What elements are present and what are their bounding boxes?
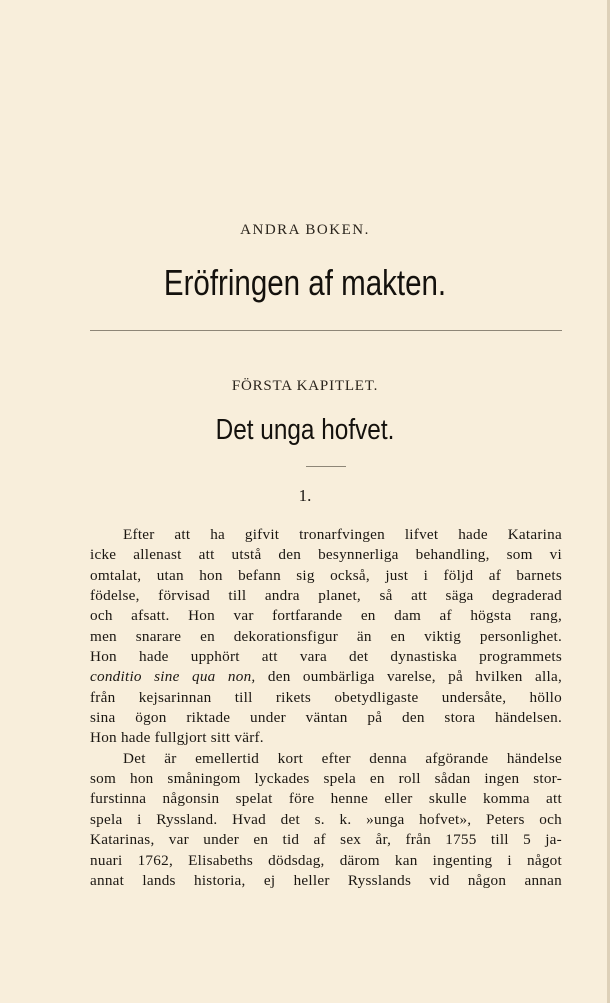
text-line: Efter att ha gifvit tronarfvingen lifvet hade Katarina [123, 526, 562, 543]
text-line: Hon hade fullgjort sitt värf. [90, 729, 264, 747]
latin-phrase: conditio sine qua non, [90, 668, 256, 686]
title-divider [90, 330, 562, 331]
text-line-rest: den oumbärliga varelse, på hvilken alla, [255, 668, 562, 686]
text-line: Det är emellertid kort efter denna afgörande händelse [123, 749, 562, 767]
text-line: sina ögon riktade under väntan på den stora händelsen. [90, 709, 562, 727]
section-number: 1. [298, 486, 312, 505]
body-text [90, 525, 562, 891]
book-heading: ANDRA BOKEN. [240, 222, 370, 238]
text-line: från kejsarinnan till rikets obetydligaste undersåte, höllo [90, 688, 562, 706]
text-line: men snarare en dekorationsfigur än en viktig personlighet. [90, 627, 562, 645]
part-title: Eröfringen af makten. [163, 262, 447, 303]
text-line: Hon hade upphört att vara det dynastiska programmets [90, 648, 562, 666]
text-line: födelse, förvisad till andra planet, så att säga degraderad [90, 587, 562, 605]
text-line: nuari 1762, Elisabeths dödsdag, därom kan ingenting i något [90, 851, 562, 869]
chapter-divider [306, 466, 346, 467]
text-line: icke allenast att utstå den besynnerliga behandling, som vi [90, 546, 562, 564]
text-line: omtalat, utan hon befann sig också, just i följd af barnets [90, 566, 562, 584]
text-line: spela i Ryssland. Hvad det s. k. »unga hofvet», Peters och [90, 810, 562, 828]
text-line: som hon småningom lyckades spela en roll sådan ingen stor- [90, 770, 562, 788]
text-line-latin [90, 667, 562, 687]
text-line: annat lands historia, ej heller Rysslands vid någon annan [90, 871, 562, 889]
chapter-title: Det unga hofvet. [215, 414, 395, 446]
text-line: Katarinas, var under en tid af sex år, från 1755 till 5 ja- [90, 831, 562, 849]
text-line: och afsatt. Hon var fortfarande en dam af högsta rang, [90, 607, 562, 625]
text-line: furstinna någonsin spelat före henne eller skulle komma att [90, 790, 562, 808]
chapter-label: FÖRSTA KAPITLET. [231, 378, 379, 394]
